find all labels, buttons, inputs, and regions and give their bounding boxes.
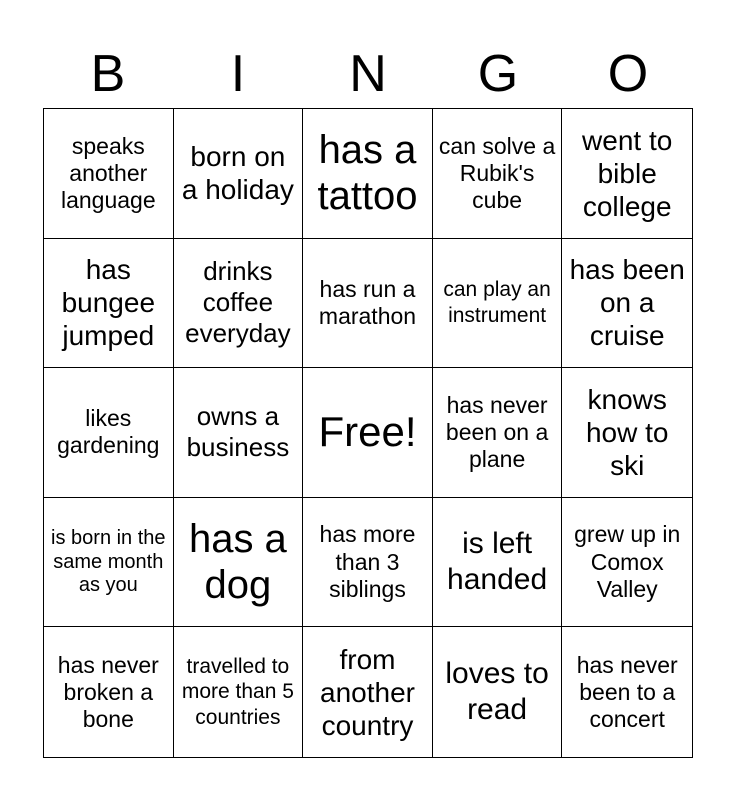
bingo-cell[interactable] <box>174 109 304 239</box>
cell-text: can solve a Rubik's cube <box>438 132 556 213</box>
cell-text: can play an instrument <box>443 278 551 327</box>
bingo-cell[interactable] <box>44 109 174 239</box>
header-letter-b: B <box>90 45 126 103</box>
cell-text: has a dog <box>188 517 287 608</box>
bingo-cell[interactable] <box>44 627 174 757</box>
bingo-cell[interactable] <box>562 109 692 239</box>
cell-text: has never broken a bone <box>57 651 159 732</box>
bingo-cell[interactable] <box>174 368 304 498</box>
cell-text: grew up in Comox Valley <box>574 521 681 602</box>
cell-text: speaks another language <box>60 132 156 213</box>
bingo-cell[interactable] <box>44 239 174 369</box>
cell-text: went to bible college <box>582 124 673 222</box>
bingo-cell[interactable] <box>174 239 304 369</box>
bingo-cell[interactable] <box>433 239 563 369</box>
bingo-cell[interactable] <box>303 498 433 628</box>
cell-text: born on a holiday <box>181 141 294 206</box>
header-letter-o: O <box>607 45 649 103</box>
bingo-cell[interactable] <box>562 239 692 369</box>
cell-text: has never been to a concert <box>576 651 678 732</box>
cell-text: has run a marathon <box>318 275 417 329</box>
cell-text: has been on a cruise <box>569 254 685 352</box>
cell-text: knows how to ski <box>585 383 669 481</box>
cell-text: is left handed <box>447 527 548 597</box>
header-letter-n: N <box>349 45 387 103</box>
bingo-cell[interactable] <box>174 627 304 757</box>
bingo-cell[interactable] <box>562 627 692 757</box>
cell-text: is born in the same month as you <box>51 527 166 596</box>
cell-text: likes gardening <box>57 405 160 459</box>
bingo-cell[interactable] <box>303 109 433 239</box>
free-space-label: Free! <box>318 408 417 456</box>
cell-text: loves to read <box>445 657 549 727</box>
bingo-cell[interactable] <box>562 498 692 628</box>
cell-text: from another country <box>320 643 415 741</box>
cell-text: drinks coffee everyday <box>185 256 291 349</box>
bingo-cell[interactable] <box>433 109 563 239</box>
bingo-cell[interactable] <box>303 627 433 757</box>
cell-text: has bungee jumped <box>61 254 156 352</box>
bingo-card-grid <box>43 108 693 758</box>
bingo-cell[interactable] <box>44 368 174 498</box>
bingo-cell[interactable] <box>433 498 563 628</box>
cell-text: has a tattoo <box>317 128 418 219</box>
cell-text: has never been on a plane <box>445 391 549 473</box>
bingo-cell[interactable] <box>433 627 563 757</box>
bingo-cell[interactable] <box>562 368 692 498</box>
header-letter-i: I <box>230 45 246 103</box>
bingo-cell[interactable] <box>44 498 174 628</box>
bingo-header <box>43 40 693 108</box>
cell-text: has more than 3 siblings <box>319 521 416 602</box>
cell-text: owns a business <box>186 401 290 463</box>
bingo-cell[interactable] <box>174 498 304 628</box>
bingo-cell[interactable] <box>303 239 433 369</box>
bingo-cell[interactable] <box>433 368 563 498</box>
header-letter-g: G <box>477 45 519 103</box>
bingo-cell[interactable] <box>303 368 433 498</box>
cell-text: travelled to more than 5 countries <box>181 654 294 729</box>
